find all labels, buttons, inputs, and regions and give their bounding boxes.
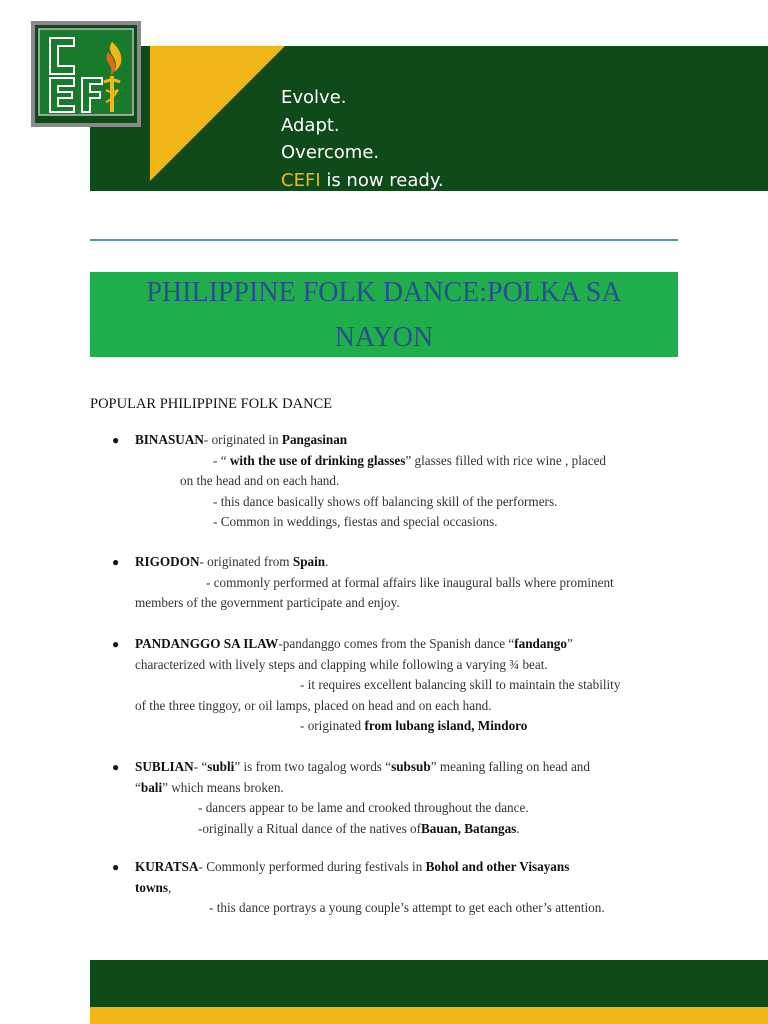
bullet-icon: ●: [112, 860, 120, 874]
dance-text: ” glasses filled with rice wine , placed: [405, 452, 607, 468]
dance-item-sublian: [90, 757, 690, 839]
bullet-icon: ●: [112, 637, 120, 651]
dance-text: - Common in weddings, fiestas and special occasions.: [213, 514, 498, 529]
dance-item-binasuan: [90, 430, 690, 533]
slogan-line: Adapt.: [281, 114, 340, 136]
dance-text: - originated from: [199, 554, 293, 569]
dance-text: of the three tinggoy, or oil lamps, placed on head and on each hand.: [135, 697, 492, 713]
section-heading: POPULAR PHILIPPINE FOLK DANCE: [90, 396, 333, 412]
slogan-line: Overcome.: [281, 142, 380, 163]
dance-item-rigodon: [90, 552, 690, 614]
bullet-icon: ●: [112, 555, 120, 569]
dance-text: - “: [193, 759, 208, 774]
page-title: PHILIPPINE FOLK DANCE:POLKA SA NAYON: [146, 276, 622, 353]
header-accent-triangle: [150, 46, 285, 181]
dance-bold: from lubang island, Mindoro: [364, 718, 528, 733]
dance-bold: Bauan, Batangas: [421, 820, 517, 836]
dance-text: .: [325, 554, 329, 569]
slogan-accent: CEFI: [281, 169, 321, 191]
dance-bold: Bohol and other Visayans: [425, 859, 570, 874]
dance-text: - originated in: [203, 432, 282, 447]
dance-text: - this dance portrays a young couple’s attempt to get each other’s attention.: [209, 900, 605, 915]
dance-text: ” is from two tagalog words “: [234, 759, 392, 774]
dance-text: - this dance basically shows off balancing skill of the performers.: [213, 493, 558, 509]
footer-accent-bar: [90, 1007, 768, 1024]
dance-bold: with the use of drinking glasses: [229, 452, 406, 468]
dance-text: on the head and on each hand.: [180, 473, 340, 488]
dance-text: characterized with lively steps and clapping while following a varying ¾ beat.: [135, 656, 548, 672]
dance-name: SUBLIAN: [135, 759, 194, 774]
dance-text: “: [135, 779, 141, 795]
dance-item-kuratsa: [90, 857, 690, 919]
dance-bold: bali: [140, 779, 163, 795]
footer-banner: [90, 960, 768, 1007]
dance-bold: subsub: [391, 759, 431, 774]
cefi-logo: [30, 20, 142, 128]
dance-text: ”: [567, 636, 573, 651]
dance-item-pandanggo: [90, 634, 690, 737]
dance-text: .: [516, 820, 520, 836]
dance-text: - commonly performed at formal affairs like inaugural balls where prominent: [206, 574, 614, 590]
dance-name: KURATSA: [135, 859, 199, 874]
dance-text: - dancers appear to be lame and crooked throughout the dance.: [198, 800, 529, 815]
dance-text: members of the government participate and enjoy.: [135, 595, 400, 610]
dance-text: - “: [213, 452, 230, 468]
dance-text: ,: [167, 879, 172, 895]
slogan-line: Evolve.: [281, 87, 347, 108]
title-box: [90, 272, 678, 357]
dance-bold: towns: [135, 879, 168, 895]
dance-bold: subli: [207, 759, 235, 774]
dance-name: RIGODON: [135, 554, 200, 569]
dance-bold: Pangasinan: [281, 432, 348, 447]
dance-text: - Commonly performed during festivals in: [198, 859, 426, 874]
dance-text: ” which means broken.: [162, 779, 284, 795]
dance-bold: Spain: [292, 554, 326, 569]
dance-name: BINASUAN: [135, 432, 204, 447]
bullet-icon: ●: [112, 433, 120, 447]
dance-name: PANDANGGO SA ILAW: [135, 636, 279, 651]
dance-text: ” meaning falling on head and: [430, 759, 590, 774]
bullet-icon: ●: [112, 760, 120, 774]
header-slogan: [281, 84, 444, 194]
dance-text: - originated: [300, 718, 365, 733]
dance-text: -originally a Ritual dance of the natives of: [198, 820, 422, 836]
dance-bold: fandango: [514, 636, 567, 651]
divider-rule: [90, 239, 678, 241]
slogan-ready-text: is now ready.: [320, 169, 444, 191]
dance-text: - it requires excellent balancing skill to maintain the stability: [300, 677, 621, 692]
slogan-ready-line: [281, 167, 444, 195]
dance-text: -pandanggo comes from the Spanish dance “: [278, 636, 515, 651]
